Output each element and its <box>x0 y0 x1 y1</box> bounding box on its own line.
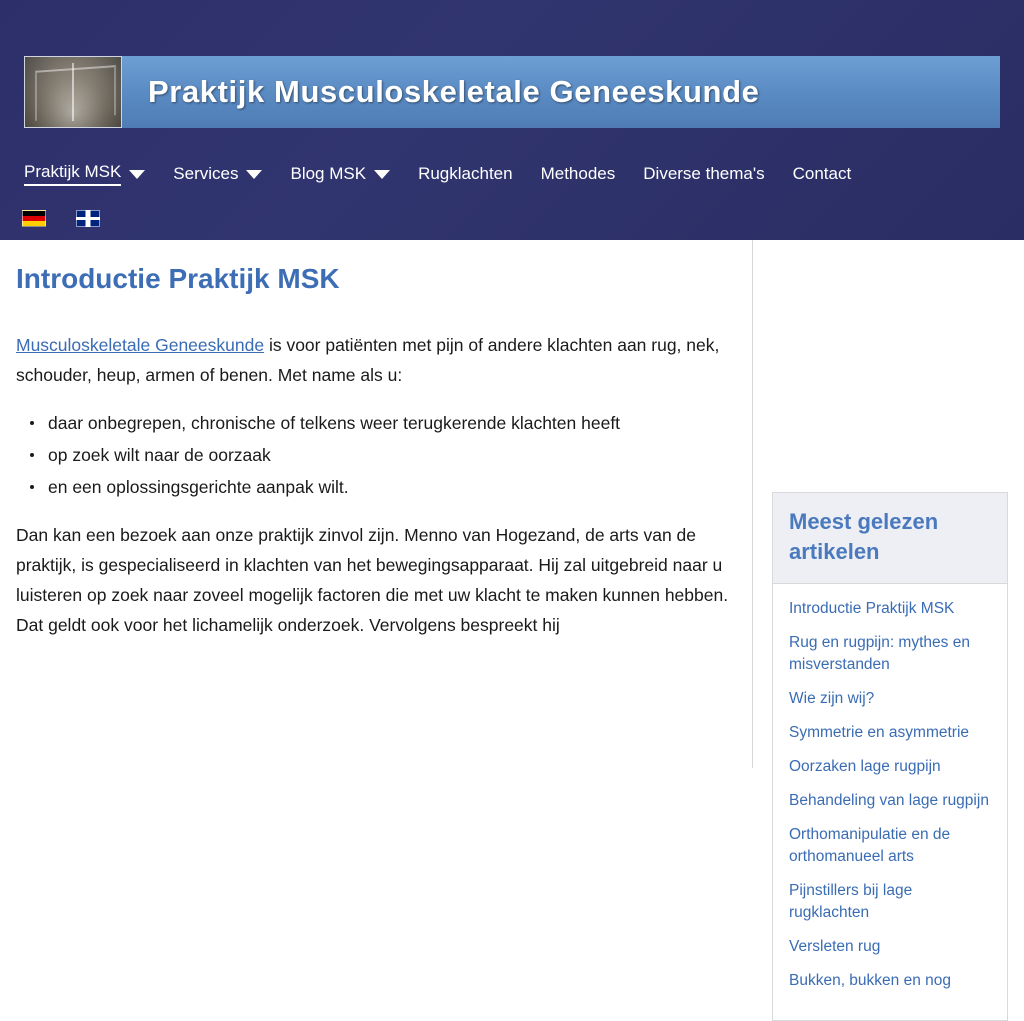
intro-bullet-list <box>16 408 752 502</box>
list-item <box>789 598 991 620</box>
nav-item-label: Contact <box>792 164 852 183</box>
intro-paragraph <box>16 330 752 390</box>
sidebar-link-behandeling-van-lage-rugpijn[interactable]: Behandeling van lage rugpijn <box>789 792 989 809</box>
nav-item-services[interactable] <box>165 160 282 188</box>
second-paragraph: Dan kan een bezoek aan onze praktijk zinvol zijn. Menno van Hogezand, de arts van de praktijk, is gespecialiseerd in klachten van het bewegingsapparaat. Hij zal uitgebreid naar u luisteren op zoek naar zoveel mogelijk factoren die met uw klacht te maken kunnen hebben. Dat geldt ook voor het lichamelijk onderzoek. Vervolgens bespreekt hij <box>16 525 729 635</box>
main-navigation <box>16 158 871 190</box>
banner-title-bar <box>122 56 1000 128</box>
sidebar-most-read <box>772 492 1008 1021</box>
list-item <box>789 790 991 812</box>
list-item <box>789 756 991 778</box>
main-content <box>16 240 752 658</box>
intro-paragraph-text: is voor patiënten met pijn of andere klachten aan rug, nek, schouder, heup, armen of benen. Met name als u: <box>16 335 720 385</box>
nav-item-contact[interactable] <box>785 160 872 188</box>
chevron-down-icon[interactable] <box>129 170 145 179</box>
nav-item-label: Blog MSK <box>290 164 367 183</box>
list-item <box>789 722 991 744</box>
list-item: en een oplossingsgerichte aanpak wilt. <box>48 472 752 502</box>
sidebar-link-symmetrie-en-asymmetrie[interactable]: Symmetrie en asymmetrie <box>789 724 970 741</box>
sidebar-link-introductie-praktijk-msk[interactable]: Introductie Praktijk MSK <box>789 600 955 617</box>
page-title: Introductie Praktijk MSK <box>16 263 340 294</box>
nav-item-label: Rugklachten <box>418 164 513 183</box>
site-header <box>0 0 1024 240</box>
list-item <box>789 936 991 958</box>
nav-item-label: Services <box>173 164 239 183</box>
sidebar-link-bukken[interactable]: Bukken, bukken en nog <box>789 972 952 989</box>
flag-gb-icon[interactable] <box>76 210 100 227</box>
chevron-down-icon[interactable] <box>374 170 390 179</box>
chevron-down-icon[interactable] <box>246 170 262 179</box>
site-title: Praktijk Musculoskeletale Geneeskunde <box>148 74 760 109</box>
language-switcher <box>22 210 100 227</box>
nav-item-methodes[interactable] <box>533 160 636 188</box>
banner-photo <box>24 56 122 128</box>
nav-item-label: Methodes <box>540 164 616 183</box>
list-item <box>789 632 991 676</box>
nav-item-diverse-themas[interactable] <box>635 160 784 188</box>
nav-item-label: Diverse thema's <box>643 164 765 183</box>
sidebar-link-orthomanipulatie[interactable]: Orthomanipulatie en de orthomanueel arts <box>789 826 951 865</box>
site-banner <box>24 56 1000 128</box>
sidebar-link-list <box>773 584 1007 1020</box>
list-item: op zoek wilt naar de oorzaak <box>48 440 752 470</box>
list-item <box>789 824 991 868</box>
list-item <box>789 880 991 924</box>
sidebar-link-versleten-rug[interactable]: Versleten rug <box>789 938 881 955</box>
page-body <box>0 240 1024 989</box>
sidebar-title: Meest gelezen artikelen <box>789 509 939 564</box>
nav-item-label: Praktijk MSK <box>24 162 121 186</box>
nav-item-blog-msk[interactable] <box>282 160 410 188</box>
musculoskeletale-geneeskunde-link[interactable]: Musculoskeletale Geneeskunde <box>16 335 265 355</box>
sidebar-header <box>773 493 1007 584</box>
list-item: daar onbegrepen, chronische of telkens weer terugkerende klachten heeft <box>48 408 752 438</box>
nav-item-rugklachten[interactable] <box>410 160 533 188</box>
nav-item-praktijk-msk[interactable] <box>16 158 165 190</box>
sidebar-link-rug-en-rugpijn[interactable]: Rug en rugpijn: mythes en misverstanden <box>789 634 970 673</box>
column-divider <box>752 240 753 768</box>
list-item <box>789 688 991 710</box>
sidebar-link-pijnstillers[interactable]: Pijnstillers bij lage rugklachten <box>789 882 913 921</box>
flag-de-icon[interactable] <box>22 210 46 227</box>
sidebar-link-oorzaken-lage-rugpijn[interactable]: Oorzaken lage rugpijn <box>789 758 941 775</box>
list-item <box>789 970 991 992</box>
sidebar-link-wie-zijn-wij[interactable]: Wie zijn wij? <box>789 690 875 707</box>
